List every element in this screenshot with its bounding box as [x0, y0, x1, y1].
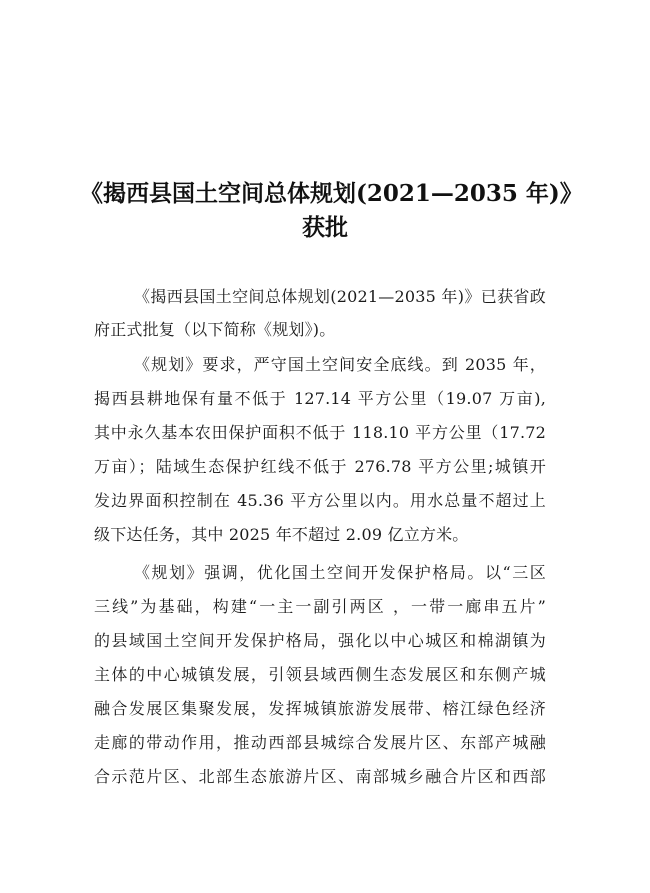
paragraph-2-line-2: 揭西县耕地保有量不低于 127.14 平方公里（19.07 万亩), — [94, 389, 546, 408]
paragraph-3-line-1: 《规划》强调，优化国土空间开发保护格局。以“三区 — [134, 563, 546, 582]
paragraph-2-line-1: 《规划》要求，严守国土空间安全底线。到 2035 年， — [134, 355, 546, 374]
paragraph-1-line-2: 府正式批复（以下简称《规划》)。 — [94, 320, 336, 339]
paragraph-3-line-6: 走廊的带动作用，推动西部县城综合发展片区、东部产城融 — [94, 733, 546, 752]
paragraph-3-line-3: 的县域国土空间开发保护格局，强化以中心城区和棉湖镇为 — [94, 631, 546, 650]
paragraph-3-line-5: 融合发展区集聚发展，发挥城镇旅游发展带、榕江绿色经济 — [94, 699, 546, 718]
paragraph-2-line-3: 其中永久基本农田保护面积不低于 118.10 平方公里（17.72 — [94, 423, 546, 442]
paragraph-1-line-1: 《揭西县国土空间总体规划(2021—2035 年)》已获省政 — [134, 287, 546, 306]
paragraph-3-line-7: 合示范片区、北部生态旅游片区、南部城乡融合片区和西部 — [94, 767, 546, 786]
paragraph-2-line-6: 级下达任务，其中 2025 年不超过 2.09 亿立方米。 — [94, 525, 469, 544]
document-title-line-2: 获批 — [302, 214, 348, 241]
paragraph-3-line-2: 三线”为基础，构建“一主一副引两区 ，一带一廊串五片” — [94, 597, 546, 616]
paragraph-2-line-4: 万亩）；陆域生态保护红线不低于 276.78 平方公里;城镇开 — [94, 457, 546, 476]
paragraph-3-line-4: 主体的中心城镇发展，引领县域西侧生态发展区和东侧产城 — [94, 665, 546, 684]
document-title-line-1: 《揭西县国土空间总体规划(2021—2035 年)》 — [80, 180, 583, 207]
paragraph-2-line-5: 发边界面积控制在 45.36 平方公里以内。用水总量不超过上 — [94, 491, 546, 510]
